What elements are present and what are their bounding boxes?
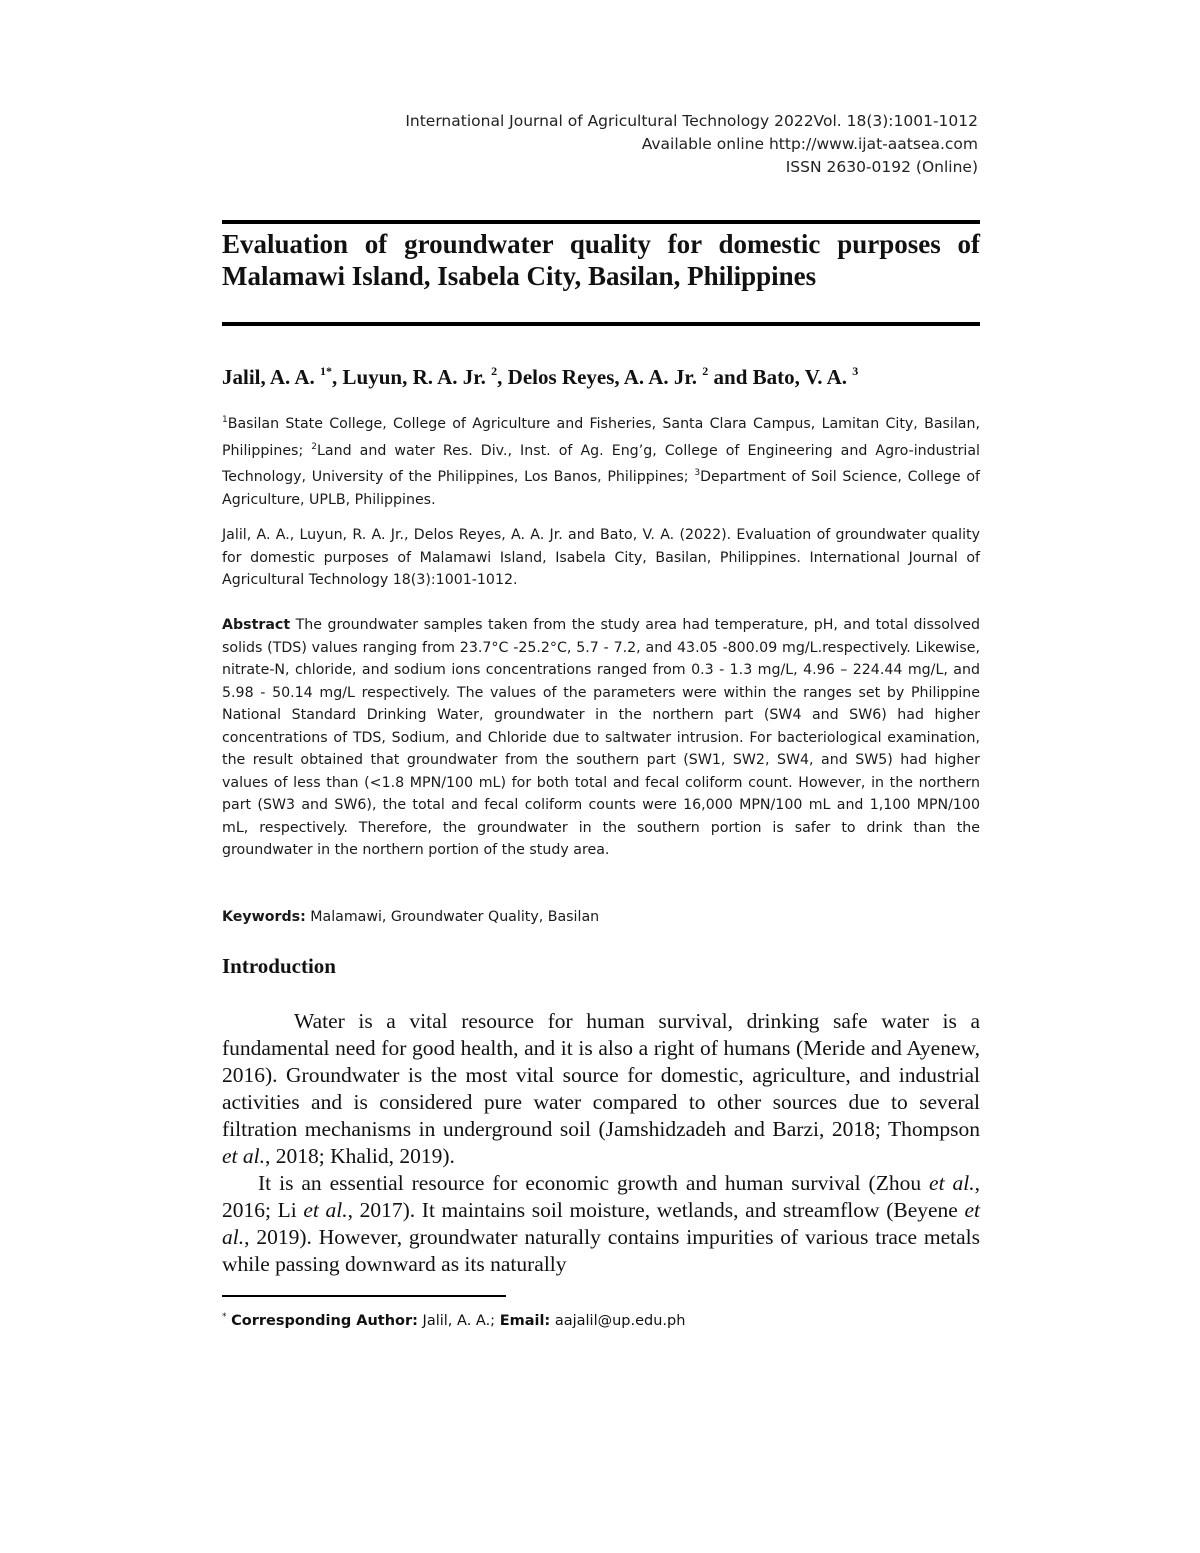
affiliation-1: Basilan State College, College of Agriculture and Fisheries, Santa Clara Campus, Lamitan City, Basilan, Philippines; (222, 416, 980, 459)
introduction-heading: Introduction (222, 954, 336, 978)
footnote-label: Corresponding Author: (231, 1313, 418, 1329)
keywords-text: Malamawi, Groundwater Quality, Basilan (305, 909, 600, 925)
intro-p2-text-b: , 2016; Li (222, 1171, 980, 1222)
journal-header (405, 110, 978, 179)
paper-title: Evaluation of groundwater quality for domestic purposes of Malamawi Island, Isabela City, Basilan, Philippines (222, 229, 980, 291)
author-2-affiliation-mark: 2 (491, 364, 498, 378)
intro-p1-text-a: Water is a vital resource for human survival, drinking safe water is a fundamental need for good health, and it is also a right of humans (Meride and Ayenew, 2016). Groundwater is the most vital source for domestic, agriculture, and industrial activities and is considered pure water compared to other sources due to several filtration mechanisms in underground soil (Jamshidzadeh and Barzi, 2018; Thompson (222, 1009, 980, 1141)
intro-p2-text-d: , 2019). However, groundwater naturally contains impurities of various trace metals while passing downward as its naturally (222, 1225, 980, 1276)
affiliation-1-mark: 1 (222, 415, 228, 425)
title-top-rule (222, 220, 980, 224)
intro-p1-text-b: , 2018; Khalid, 2019). (265, 1144, 455, 1168)
author-list (222, 356, 980, 392)
available-online-line: Available online http://www.ijat-aatsea.com (641, 135, 978, 153)
footnote-email[interactable]: aajalil@up.edu.ph (550, 1313, 686, 1329)
intro-p2-etal-2: et al. (303, 1198, 348, 1222)
journal-line: International Journal of Agricultural Technology 2022Vol. 18(3):1001-1012 (405, 112, 978, 130)
intro-p2-text-a: It is an essential resource for economic growth and human survival (Zhou (258, 1171, 930, 1195)
keywords-label: Keywords: (222, 909, 306, 925)
author-3: , Delos Reyes, A. A. Jr. (497, 365, 698, 389)
abstract (222, 614, 980, 862)
intro-p2-etal-3: et al. (222, 1198, 980, 1249)
author-3-affiliation-mark: 2 (702, 364, 709, 378)
footnote-email-label: Email: (499, 1313, 551, 1329)
introduction-paragraph-2 (222, 1170, 980, 1278)
author-1: Jalil, A. A. (222, 365, 315, 389)
abstract-text: The groundwater samples taken from the study area had temperature, pH, and total dissolved solids (TDS) values ranging from 23.7°C -25.2°C, 5.7 - 7.2, and 43.05 -800.09 mg/L.respectively. Likewise, nitrate-N, chloride, and sodium ions concentrations ranged from 0.3 - 1.3 mg/L, 4.96 – 224.44 mg/L, and 5.98 - 50.14 mg/L respectively. The values of the parameters were within the ranges set by Philippine National Standard Drinking Water, groundwater in the northern part (SW4 and SW6) had higher concentrations of TDS, Sodium, and Chloride due to saltwater intrusion. For bacteriological examination, the result obtained that groundwater from the southern part (SW1, SW2, SW4, and SW5) had higher values of less than (<1.8 MPN/100 mL) for both total and fecal coliform count. However, in the northern part (SW3 and SW6), the total and fecal coliform counts were 16,000 MPN/100 mL and 1,100 MPN/100 mL, respectively. Therefore, the groundwater in the southern portion is safer to drink than the groundwater in the northern portion of the study area. (222, 617, 980, 858)
intro-p1-etal: et al. (222, 1144, 265, 1168)
footnote-rule (222, 1295, 506, 1297)
affiliation-2: Land and water Res. Div., Inst. of Ag. Eng’g, College of Engineering and Agro-industrial Technology, University of the Philippines, Los Banos, Philippines; (222, 442, 981, 485)
author-4: and Bato, V. A. (713, 365, 847, 389)
author-4-affiliation-mark: 3 (852, 364, 859, 378)
footnote-author: Jalil, A. A.; (417, 1313, 500, 1329)
citation: Jalil, A. A., Luyun, R. A. Jr., Delos Reyes, A. A. Jr. and Bato, V. A. (2022). Evaluation of groundwater quality for domestic purposes of Malamawi Island, Isabela City, Basilan, Philippines. International Journal of Agricultural Technology 18(3):1001-1012. (222, 527, 980, 588)
intro-p2-text-c: , 2017). It maintains soil moisture, wetlands, and streamflow (Beyene (347, 1198, 965, 1222)
affiliations (222, 409, 980, 511)
issn-line: ISSN 2630-0192 (Online) (785, 158, 978, 176)
footnote-mark: * (222, 1312, 227, 1322)
abstract-label: Abstract (222, 617, 291, 633)
corresponding-author-footnote (222, 1306, 685, 1332)
author-1-affiliation-mark: 1* (320, 364, 333, 378)
affiliation-3: Department of Soil Science, College of Agriculture, UPLB, Philippines. (222, 469, 980, 508)
affiliation-2-mark: 2 (311, 441, 318, 452)
keywords (222, 906, 980, 929)
title-bottom-rule (222, 322, 980, 326)
affiliation-3-mark: 3 (694, 468, 701, 478)
intro-p2-etal-1: et al. (929, 1171, 975, 1195)
author-2: , Luyun, R. A. Jr. (332, 365, 486, 389)
introduction-paragraph-1 (222, 1008, 980, 1170)
